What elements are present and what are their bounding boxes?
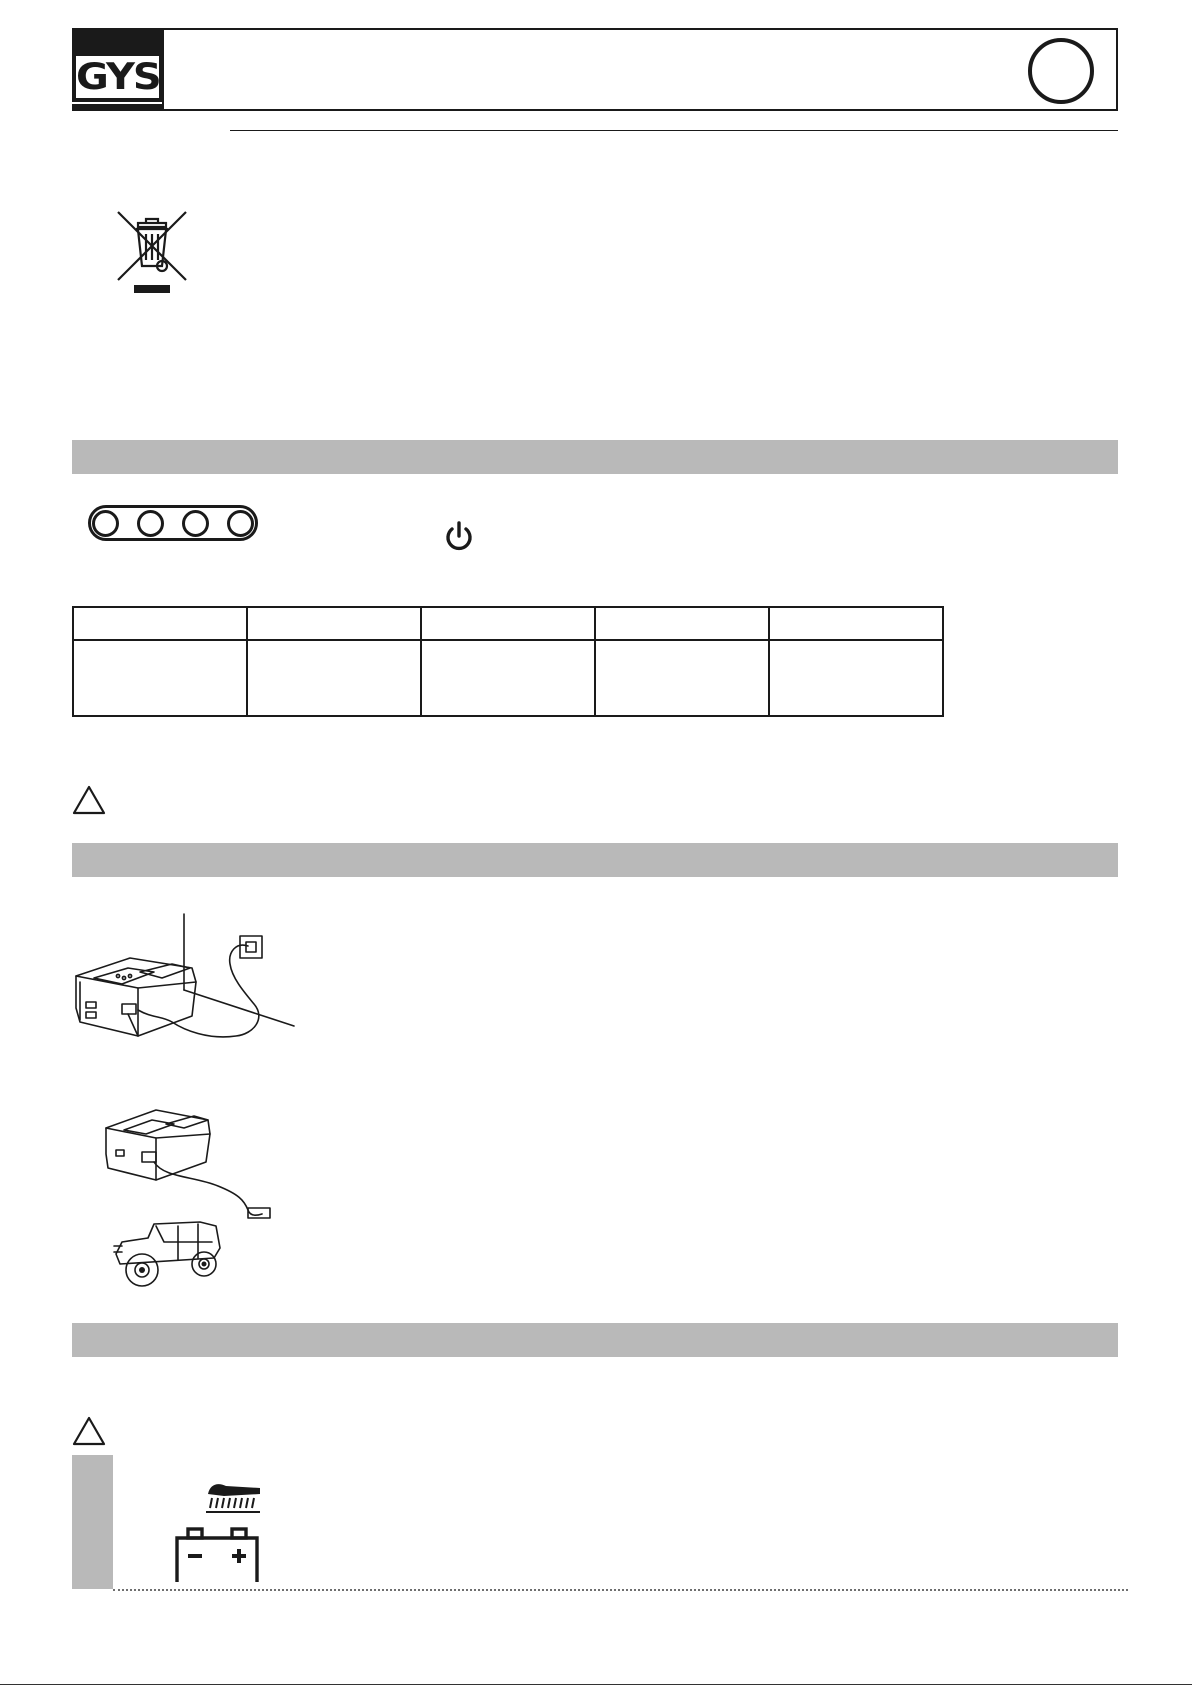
warning-icon [72, 785, 106, 815]
logo-plate [76, 56, 159, 98]
specification-table [72, 606, 944, 717]
table-row [73, 640, 943, 716]
table-header-cell [247, 607, 421, 640]
led-4 [227, 510, 254, 537]
power-icon [443, 520, 475, 554]
section-band-2 [72, 843, 1118, 877]
vehicle-charging-illustration [104, 1106, 284, 1294]
table-cell [421, 640, 595, 716]
logo-text: GYS [76, 55, 160, 99]
table-cell [73, 640, 247, 716]
table-cell [769, 640, 943, 716]
table-header-cell [769, 607, 943, 640]
cleaning-brush-icon [204, 1478, 262, 1518]
table-header-cell [421, 607, 595, 640]
title-rule [230, 130, 1118, 131]
led-1 [92, 510, 119, 537]
warning-icon [72, 1416, 106, 1446]
table-header-cell [595, 607, 769, 640]
section-band-1 [72, 440, 1118, 474]
header-divider [162, 28, 164, 111]
language-badge [1028, 38, 1094, 104]
table-header-cell [73, 607, 247, 640]
wall-charging-illustration [72, 912, 300, 1054]
section-band-3 [72, 1323, 1118, 1357]
crossed-out-bin-icon [116, 210, 188, 296]
section-divider [113, 1589, 1128, 1591]
led-indicator-panel [88, 505, 258, 541]
brand-logo [72, 28, 163, 111]
header-frame [72, 28, 1118, 111]
led-2 [137, 510, 164, 537]
maintenance-sidebar [72, 1455, 113, 1589]
table-cell [247, 640, 421, 716]
table-cell [595, 640, 769, 716]
battery-icon [174, 1526, 260, 1584]
led-3 [182, 510, 209, 537]
table-header-row [73, 607, 943, 640]
logo-underline [72, 102, 163, 104]
